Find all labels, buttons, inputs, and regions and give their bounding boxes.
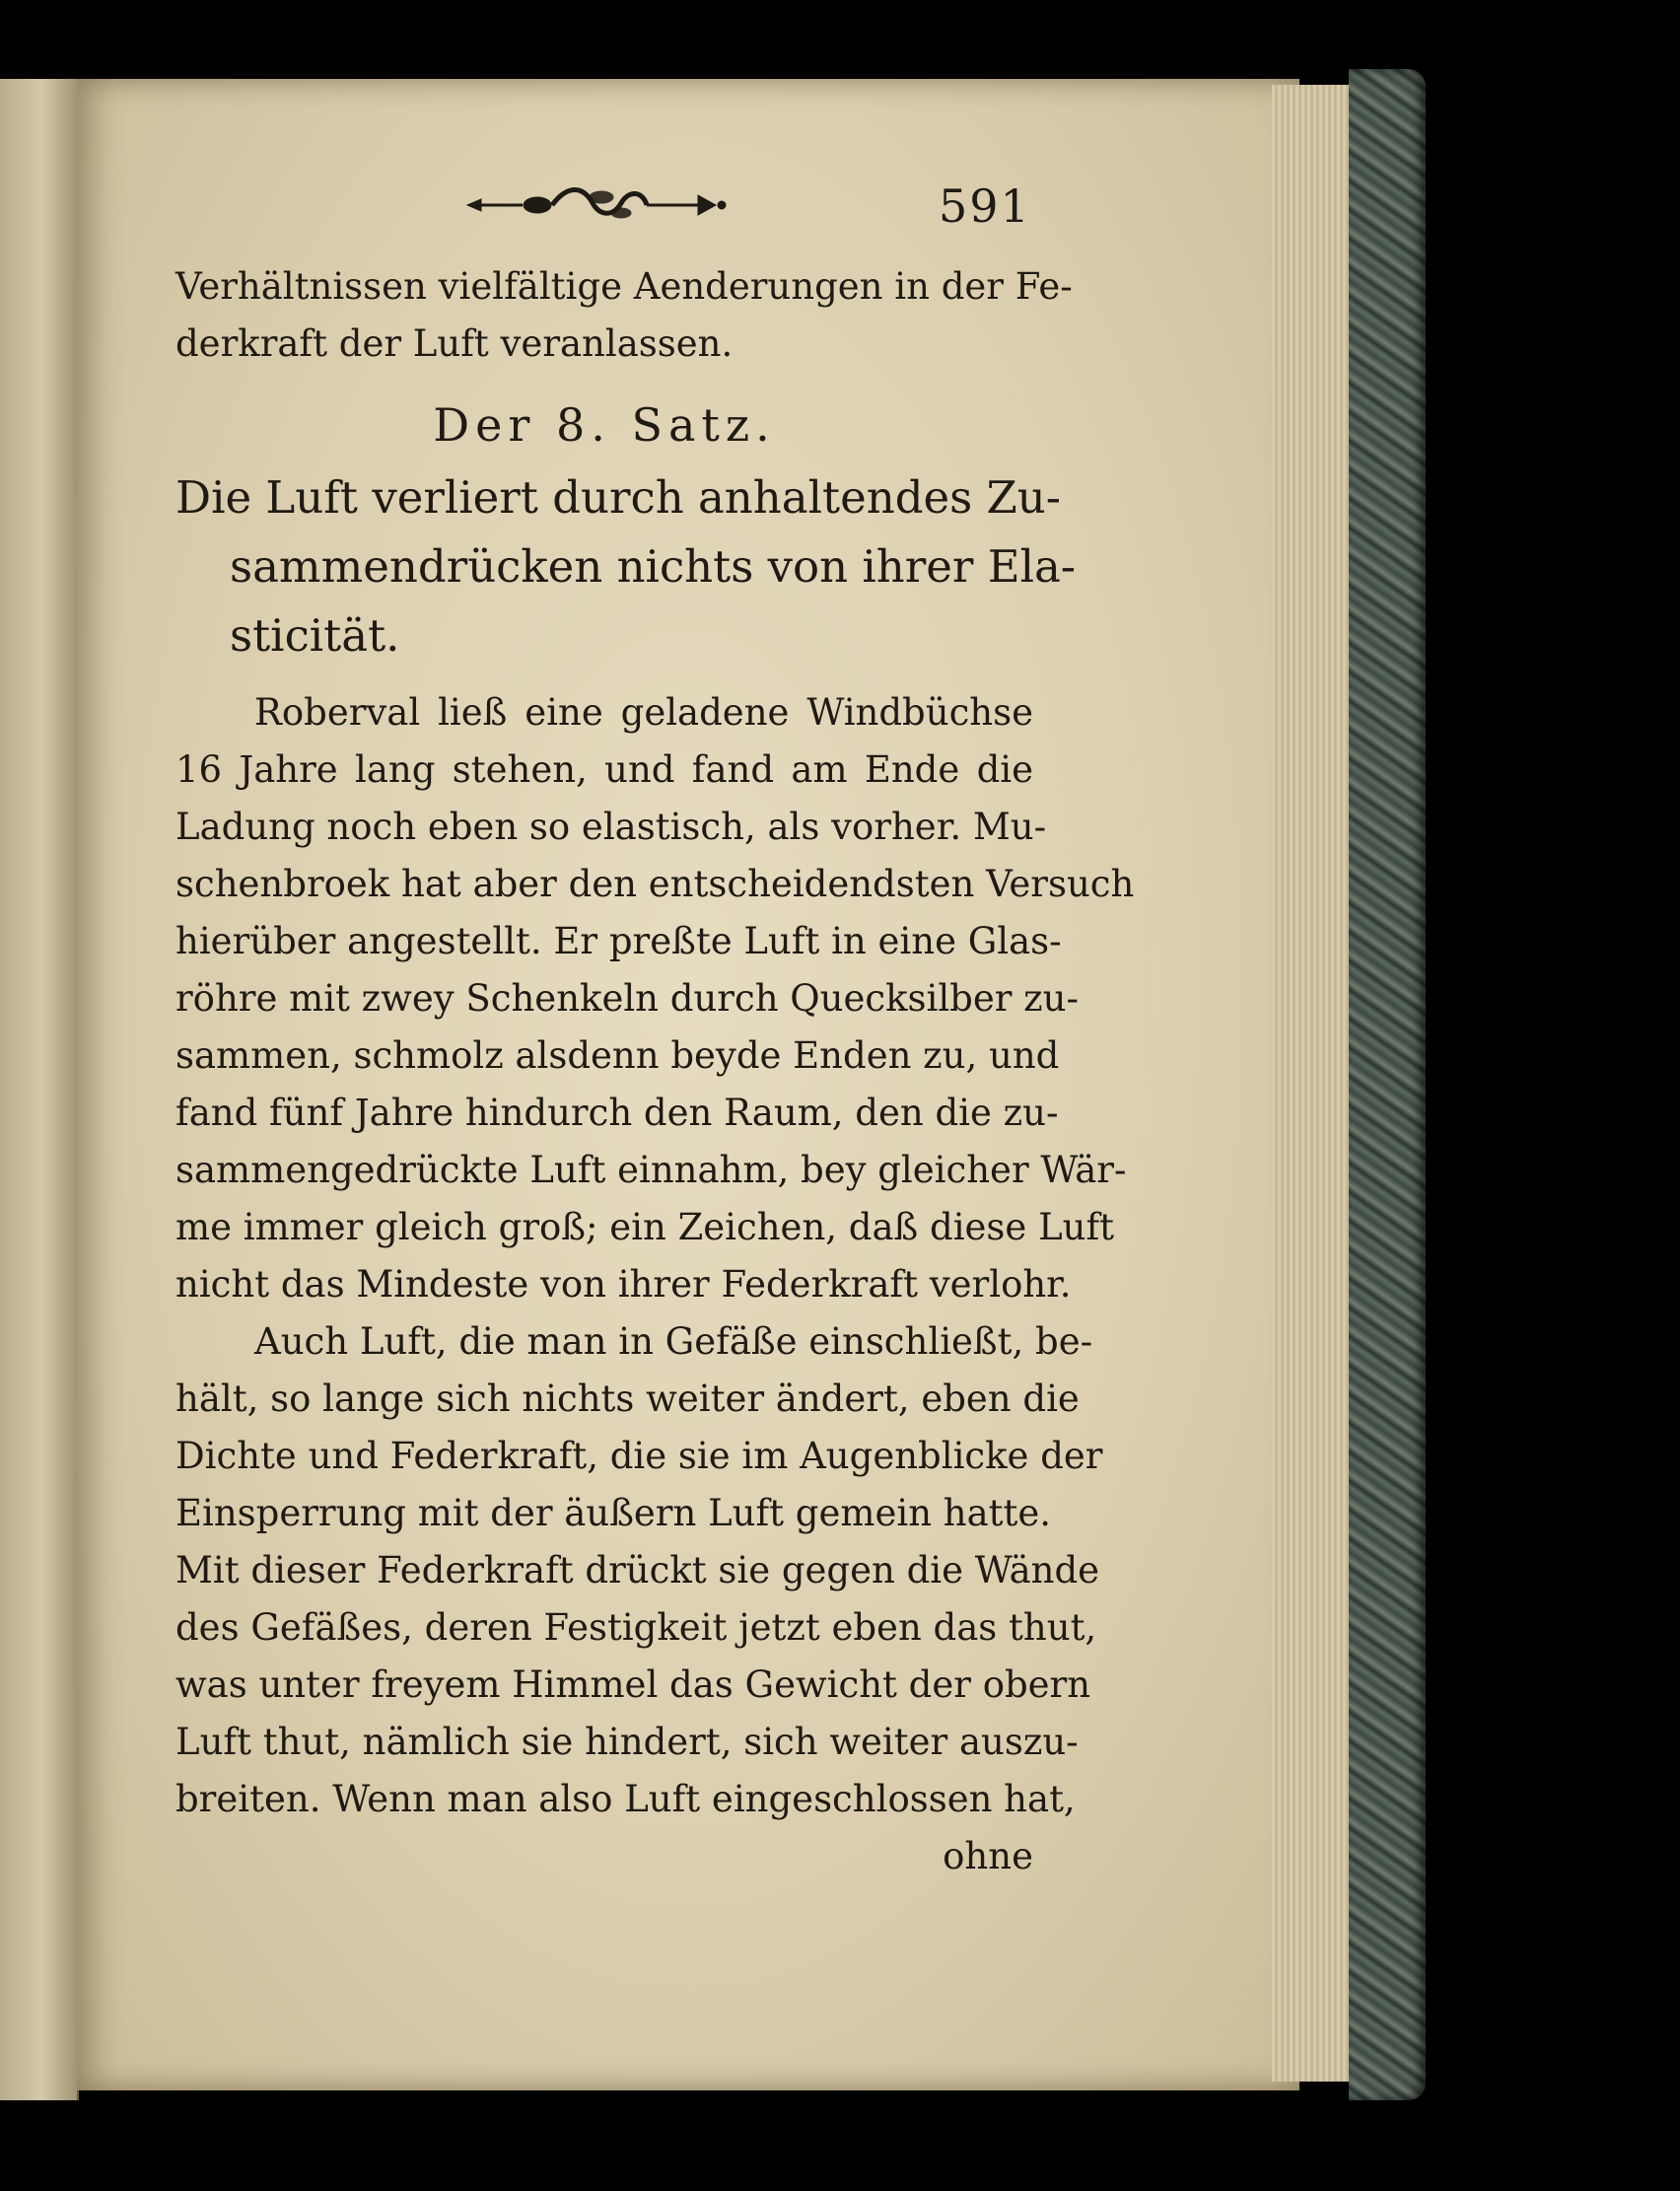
text-line: breiten. Wenn man also Luft eingeschlossen hat,	[175, 1778, 1076, 1820]
text-line: sammen, schmolz alsdenn beyde Enden zu, und	[175, 1034, 1060, 1077]
text-line: röhre mit zwey Schenkeln durch Quecksilber zu-	[175, 977, 1080, 1020]
text-line: hält, so lange sich nichts weiter ändert, eben die	[175, 1378, 1080, 1420]
section-heading: Der 8. Satz.	[433, 398, 776, 452]
facing-page-edge	[0, 79, 79, 2100]
text-line: Mit dieser Federkraft drückt sie gegen die Wände	[175, 1549, 1100, 1591]
proposition-line: sammendrücken nichts von ihrer Ela-	[230, 540, 1077, 593]
text-line: hierüber angestellt. Er preßte Luft in eine Glas-	[175, 920, 1062, 962]
proposition-line: sticität.	[230, 609, 400, 662]
text-line: Dichte und Federkraft, die sie im Augenblicke der	[175, 1435, 1103, 1477]
text-line: Ladung noch eben so elastisch, als vorher. Mu-	[175, 806, 1047, 848]
text-line: Verhältnissen vielfältige Aenderungen in der Fe-	[175, 265, 1073, 308]
proposition-line: Die Luft verliert durch anhaltendes Zu-	[175, 471, 1061, 524]
page-stack-edges	[1272, 85, 1353, 2082]
text-line: des Gefäßes, deren Festigkeit jetzt eben das thut,	[175, 1606, 1097, 1649]
page-number: 591	[939, 179, 1031, 233]
text-line: 16 Jahre lang stehen, und fand am Ende die	[175, 748, 1033, 791]
text-line: me immer gleich groß; ein Zeichen, daß diese Luft	[175, 1206, 1115, 1248]
printer-ornament-icon	[463, 181, 730, 227]
text-line: was unter freyem Himmel das Gewicht der obern	[175, 1663, 1091, 1706]
text-line: fand fünf Jahre hindurch den Raum, den die zu-	[175, 1092, 1059, 1134]
body-text	[175, 258, 1135, 1885]
text-line: nicht das Mindeste von ihrer Federkraft verlohr.	[175, 1263, 1072, 1306]
page-header	[463, 177, 1252, 237]
text-line: sammengedrückte Luft einnahm, bey gleicher Wär-	[175, 1149, 1127, 1191]
text-line: Einsperrung mit der äußern Luft gemein hatte.	[175, 1492, 1052, 1534]
text-line: Roberval ließ eine geladene Windbüchse	[254, 691, 1033, 734]
text-line: Luft thut, nämlich sie hindert, sich weiter auszu-	[175, 1721, 1079, 1763]
marbled-cover	[1349, 69, 1426, 2100]
text-line: Auch Luft, die man in Gefäße einschließt, be-	[254, 1320, 1093, 1363]
text-line: derkraft der Luft veranlassen.	[175, 322, 734, 365]
text-line: schenbroek hat aber den entscheidendsten Versuch	[175, 863, 1135, 905]
catchword: ohne	[943, 1835, 1033, 1877]
